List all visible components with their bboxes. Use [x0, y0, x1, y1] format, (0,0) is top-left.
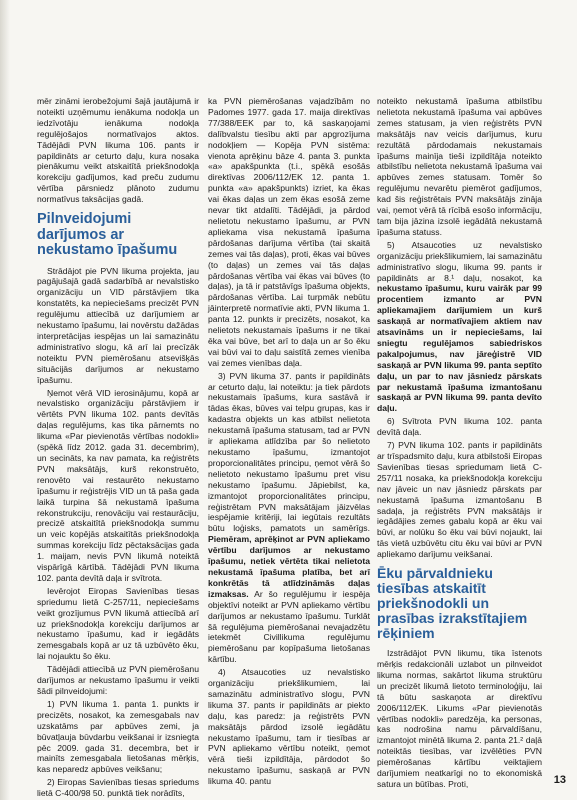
- text-column-2: [208, 96, 370, 787]
- paragraph: ka PVN piemērošanas vajadzībām no Padomes 1977. gada 17. maija direktīvas 77/388/EEK par to, kā saskaņojami dalībvalstu tiesību akti par apgrozījuma nodokļiem — Kopēja PVN sistēma: vienota aprēķinu bāze 4. panta 3. punkta «a» apakšpunkta (t.i., spēkā esošās direktīvas 2006/112/EK 12. panta 1. punkta «a» apakšpunkts) izriet, ka ēkas vai ēkas daļas un zem ēkas esošā zeme nevar tikt atdalīti. Tādējādi, ja pārdod nelietotu nekustamo īpašumu, ar PVN apliekama visa nekustamā īpašuma pārdošanas darījuma vērtība (tai skaitā zemes vai tās daļas), proti, ēkas vai būves (to daļas) un zemes vai tās daļas pārdošanas vērtība vai ēkas vai būves (to daļas), ja tā ir patstāvīgs īpašuma objekts, pārdošanas vērtība. Lai turpmāk nebūtu jāinterpretē normatīvie akti, PVN likuma 1. panta 12. punkts ir precizēts, nosakot, ka nelietots nekustamais īpašums ir ne tikai ēka vai būve, bet arī to daļa un ar šo ēku vai būvi vai to daļu saistītā zemes vienība vai zemes vienības daļa.: [208, 96, 370, 368]
- list-item: [208, 371, 370, 665]
- list-item-text: 3) PVN likuma 37. pants ir papildināts ar ceturto daļu, lai noteiktu: ja tiek pārdots nekustamais īpašums, kura sastāvā ir tādas ēkas, būves vai telpu grupas, kas ir kadastra objekts un kas atbilst nelietota nekustamā īpašuma statusam, tad ar PVN ir apliekama atlīdzība par šo nelietoto nekustamo īpašumu, izmantojot proporcionalitātes principu, ņemot vērā šo nelietoto nekustamo īpašumu pret visu nekustamo īpašumu. Jāpiebilst, ka, izmantojot proporcionalitātes principu, reģistrētam PVN maksātājam jāizvēlas iespējamie kritēriji, lai iegūtais rezultāts būtu loģisks, pamatots un samērīgs.: [208, 370, 370, 534]
- list-item: 1) PVN likuma 1. panta 1. punkts ir precizēts, nosakot, ka zemesgabals nav uzskatāms par apbūves zemi, ja būvatļauja būvdarbu veikšanai ir izsniegta pēc 2009. gada 31. decembra, bet ir mainīts zemesgabala lietošanas mērķis, kas neparedz apbūves veikšanu;: [37, 698, 199, 775]
- paragraph: Ņemot vērā VID ierosinājumu, kopā ar nevalstisko organizāciju pārstāvjiem ir vērtēts PVN likuma 102. pants devītās daļas regulējums, kas tika pārnemts no likuma «Par pievienotās vērtības nodokli» (spēkā līdz 2012. gada 31. decembrim), un secināts, ka nav pamata, ka reģistrēts PVN maksātājs, kurš rekonstruēto, renovēto vai restaurēto nekustamo īpašumu ir reģistrējis VID un tā paša gada laikā turpina šā nekustamā īpašuma rekonstrukciju, renovāciju vai restaurāciju, precizē atskaitītā priekšnodokļa summu un veic kopējās atskaitītās priekšnodokļa summas korekciju līdz pēctaksācijas gada 1. maijam, nevis PVN likumā noteiktā vispārīgā kārtībā. Tādējādi PVN likuma 102. panta devītā daļa ir svītrota.: [37, 387, 199, 583]
- paragraph: noteikto nekustamā īpašuma atbilstību nelietota nekustamā īpašuma vai apbūves zemes statusam, ja vien reģistrēts PVN maksātājs nav veicis darījumus, kuru rezultātā pārdodamais nekustamais īpašums mainīja tieši izpildītāja noteikto atbilstību nelietota nekustamā īpašuma vai apbūves zemes statusam. Tomēr šo regulējumu nevarētu piemērot gadījumos, kad šis reģistrētais PVN maksātājs zināja vai, ņemot vērā tā rīcībā esošo informāciju, tam bija jāzina izsolē iegādātā nekustamā īpašuma statuss.: [377, 96, 542, 237]
- section-heading-managers: Ēku pārvaldnieku tiesības atskaitīt priekšnodokli un prasības izrakstītajiem rēķiniem: [377, 565, 528, 642]
- list-item: [377, 240, 542, 415]
- list-item: 2) Eiropas Savienības tiesas spriedums lietā C-400/98 50. punktā tiek norādīts,: [37, 777, 199, 799]
- list-item: 4) Atsaucoties uz nevalstisko organizāciju priekšlikumiem, lai samazinātu administratīvo slogu, PVN likuma 37. pants ir papildināts ar piekto daļu, kas paredz: ja reģistrēts PVN maksātājs pārdod izsolē iegādātu nekustamo īpašumu, tam ir tiesības ar PVN apliekamo vērtību noteikt, ņemot vērā tieši izpildītāja, pārdodot šo nekustamo īpašumu, saskaņā ar PVN likuma 40. pantu: [208, 667, 370, 787]
- paragraph: Strādājot pie PVN likuma projekta, jau pagājušajā gadā sadarbībā ar nevalstisko organizāciju un VID pārstāvjiem tika konstatēts, ka nepieciešams precizēt PVN regulējumu attiecībā uz darījumiem ar nekustamo īpašumu, lai novērstu dažādas interpretācijas iespējas un lai samazinātu administratīvo slogu, kā arī lai precīzāk noteiktu PVN piemērošanu atsevišķās situācijās darījumos ar nekustamo īpašumu.: [37, 265, 199, 385]
- bold-emphasis: nekustamo īpašumu, kuru vairāk par 99 procentiem izmanto ar PVN apliekamajiem darījumiem un kurš saskaņā ar normatīvajiem aktiem nav atsavināms un ir nepieciešams, lai sniegtu regulējamos sabiedriskos pakalpojumus, nav jāreģistrē VID saskaņā ar PVN likuma 99. panta septīto daļu, un par to nav jāsniedz pārskats par nekustamā īpašuma izmantošanu saskaņā ar PVN likuma 99. panta devīto daļu.: [377, 283, 542, 414]
- list-item-text: Ar šo regulējumu ir iespēja objektīvi noteikt ar PVN apliekamo vērtību darījumos ar nekustamo īpašumu. Turklāt šā regulējuma piemērošanai nevajadzētu ietekmēt Civillikuma regulējumu piemērošanu par kopīpašuma lietošanas kārtību.: [208, 588, 370, 665]
- scan-edge-shadow: [0, 0, 10, 800]
- paragraph: Tādējādi attiecībā uz PVN piemērošanu darījumos ar nekustamo īpašumu ir veikti šādi pilnveidojumi:: [37, 664, 199, 696]
- text-column-1: [37, 96, 199, 799]
- page-number: 13: [553, 774, 566, 786]
- section-heading-real-estate: Pilnveidojumi darījumos ar nekustamo īpašumu: [37, 211, 178, 259]
- list-item: 7) PVN likuma 102. pants ir papildināts ar trīspadsmito daļu, kura atbilstoši Eiropas Savienības tiesas spriedumam lietā C-257/11 nosaka, ka priekšnodokļa korekciju nav jāveic un nav jāsniedz pārskats par nekustamā īpašuma izmantošanu B sadaļa, ja reģistrēts PVN maksātājs ir iegādājies zemes gabalu kopā ar ēku vai būvi, ar nolūku šo ēku vai būvi nojaukt, lai tās vietā uzbūvētu citu ēku vai būvi ar PVN apliekamo darījumu veikšanai.: [377, 440, 542, 560]
- list-item: 6) Svītrota PVN likuma 102. panta devītā daļa.: [377, 416, 542, 438]
- text-column-3: [377, 96, 542, 790]
- paragraph: Izstrādājot PVN likumu, tika īstenots mērķis redakcionāli uzlabot un pilnveidot likuma normas, sakārtot likuma struktūru un precizēt likumā lietoto terminoloģiju, lai tā būtu saskaņota ar direktīvu 2006/112/EK. Likums «Par pievienotās vērtības nodokli» paredzēja, ka personas, kas nodrošina namu pārvaldīšanu, izmantojot minētā likuma 2. panta 21.² daļā noteiktās tiesības, var izvēlēties PVN piemērošanas kārtību veiktajiem darījumiem neatkarīgi no to ekonomiskā satura un būtības. Proti,: [377, 648, 542, 789]
- paragraph: Ievērojot Eiropas Savienības tiesas spriedumu lietā C-257/11, nepieciešams veikt grozījumus PVN likumā attiecībā arī uz priekšnodokļa korekciju darījumos ar nekustamo īpašumu, kad ir iegādāts zemesgabals kopā ar uz tā uzbūvēto ēku, lai nojauktu šo ēku.: [37, 585, 199, 662]
- bold-emphasis: Piemēram, aprēķinot ar PVN apliekamo vērtību darījumos ar nekustamo īpašumu, netiek vērtēta tikai nelietota nekustamā īpašuma platība, bet arī konkrētās tā atlīdzināmās daļas izmaksas.: [208, 534, 370, 599]
- list-item-text: 5) Atsaucoties uz nevalstisko organizāciju priekšlikumiem, lai samazinātu administratīvo slogu, likuma 99. pants ir papildināts ar 8.¹ daļu, nosakot, ka: [377, 239, 542, 283]
- paragraph-intro: mēr zināmi ierobežojumi šajā jautājumā ir noteikti uzņēmumu ienākuma nodokļa un iedzīvotāju ienākuma nodokļa regulējošajos normatīvajos aktos. Tādējādi PVN likuma 106. pants ir papildināts ar ceturto daļu, kura nosaka pienākumu veikt atskaitītā priekšnodokļa korekciju gadījumos, kad preču zudumu vērtība pārsniedz plānoto zudumu normatīvus taksācijas gadā.: [37, 96, 199, 205]
